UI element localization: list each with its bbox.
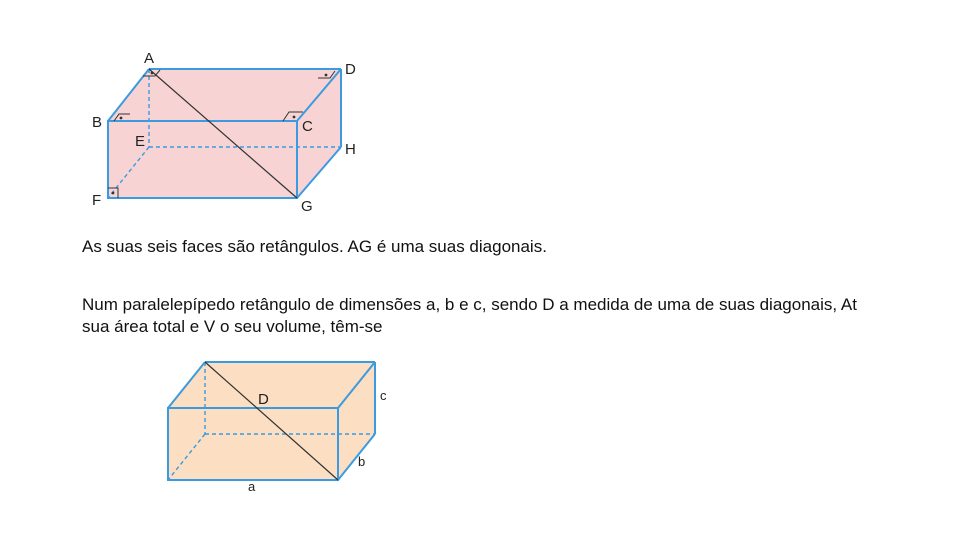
dimension-label-b: b	[358, 454, 366, 469]
vertex-label-C: C	[302, 118, 313, 135]
dimension-label-c: c	[380, 388, 387, 403]
vertex-label-E: E	[135, 133, 146, 150]
vertex-label-B: B	[92, 114, 103, 131]
dimension-label-a: a	[248, 479, 256, 494]
face-front-2	[168, 408, 338, 480]
vertex-label-H: H	[345, 141, 356, 158]
vertex-label-G: G	[301, 198, 313, 215]
formula-intro: Num paralelepípedo retângulo de dimensões a, b e c, sendo D a medida de uma de suas diagonais, At sua área total e V o seu volume, têm-se	[82, 295, 857, 336]
vertex-label-A: A	[144, 50, 155, 67]
diagonal-label-D: D	[258, 391, 269, 408]
vertex-label-D: D	[345, 61, 356, 78]
faces-description: As suas seis faces são retângulos. AG é uma suas diagonais.	[82, 237, 547, 256]
vertex-label-F: F	[92, 192, 102, 209]
